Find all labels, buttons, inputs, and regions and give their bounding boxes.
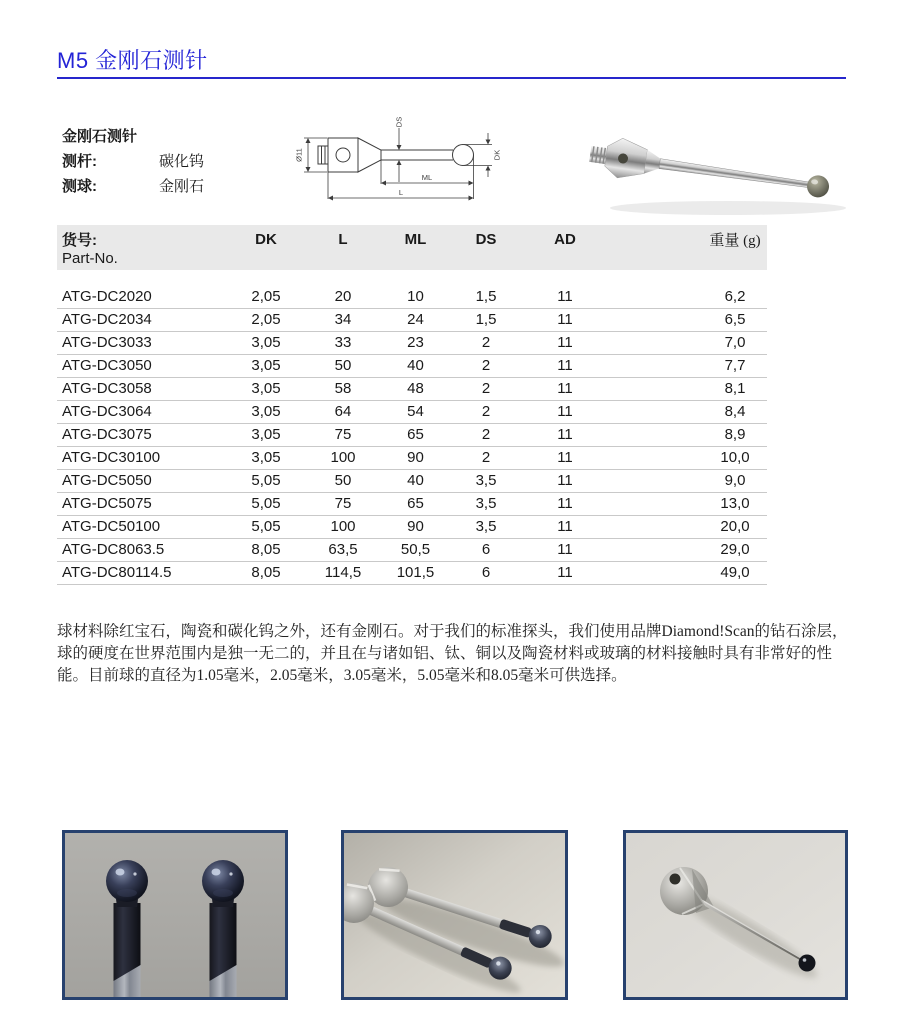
value-cell: 2 — [450, 424, 522, 447]
spec-label-shaft: 测杆: — [62, 153, 97, 170]
col-header-weight: 重量 (g) — [608, 225, 767, 250]
parts-table — [57, 225, 767, 585]
value-cell: 5,05 — [227, 470, 305, 493]
value-cell: 90 — [381, 516, 450, 539]
value-cell: 2 — [450, 401, 522, 424]
table-row — [57, 516, 767, 539]
value-cell: 2 — [450, 447, 522, 470]
value-cell: 8,9 — [608, 424, 767, 447]
value-cell: 24 — [381, 309, 450, 332]
value-cell: 20 — [305, 286, 381, 309]
value-cell: 8,4 — [608, 401, 767, 424]
part-number-cell: ATG-DC3058 — [57, 378, 227, 401]
part-number-cell: ATG-DC50100 — [57, 516, 227, 539]
table-row — [57, 401, 767, 424]
col-header-l: L — [305, 225, 381, 250]
value-cell: 75 — [305, 493, 381, 516]
value-cell: 11 — [522, 562, 608, 585]
table-row — [57, 493, 767, 516]
value-cell: 11 — [522, 539, 608, 562]
table-row — [57, 332, 767, 355]
value-cell: 9,0 — [608, 470, 767, 493]
value-cell: 63,5 — [305, 539, 381, 562]
value-cell: 13,0 — [608, 493, 767, 516]
value-cell: 3,05 — [227, 355, 305, 378]
value-cell: 1,5 — [450, 309, 522, 332]
product-heading: 金刚石测针 — [62, 128, 138, 145]
value-cell: 3,5 — [450, 493, 522, 516]
table-row — [57, 470, 767, 493]
value-cell: 3,5 — [450, 470, 522, 493]
value-cell: 8,05 — [227, 539, 305, 562]
value-cell: 65 — [381, 493, 450, 516]
table-spacer-row — [57, 270, 767, 286]
value-cell: 75 — [305, 424, 381, 447]
table-row — [57, 378, 767, 401]
value-cell: 48 — [381, 378, 450, 401]
value-cell: 40 — [381, 355, 450, 378]
part-number-cell: ATG-DC80114.5 — [57, 562, 227, 585]
value-cell: 20,0 — [608, 516, 767, 539]
col-header-part-zh: 货号: — [57, 225, 227, 250]
value-cell: 100 — [305, 516, 381, 539]
value-cell: 7,7 — [608, 355, 767, 378]
value-cell: 64 — [305, 401, 381, 424]
value-cell: 49,0 — [608, 562, 767, 585]
parts-table-body — [57, 270, 767, 585]
col-header-ds: DS — [450, 225, 522, 250]
value-cell: 114,5 — [305, 562, 381, 585]
table-row — [57, 562, 767, 585]
parts-table-header — [57, 225, 767, 270]
value-cell: 101,5 — [381, 562, 450, 585]
value-cell: 11 — [522, 378, 608, 401]
value-cell: 6 — [450, 562, 522, 585]
stylus-render-image — [570, 112, 862, 222]
col-header-part-en: Part-No. — [57, 250, 767, 270]
value-cell: 3,05 — [227, 424, 305, 447]
spec-label-ball: 测球: — [62, 178, 97, 195]
value-cell: 10 — [381, 286, 450, 309]
value-cell: 6,5 — [608, 309, 767, 332]
value-cell: 6 — [450, 539, 522, 562]
value-cell: 3,5 — [450, 516, 522, 539]
value-cell: 11 — [522, 424, 608, 447]
table-row — [57, 355, 767, 378]
stylus-dimension-drawing-icon — [291, 111, 505, 215]
description-paragraph: 球材料除红宝石，陶瓷和碳化钨之外，还有金刚石。对于我们的标准探头，我们使用品牌Diamond!Scan的钻石涂层，球的硬度在世界范围内是独一无二的，并且在与诸如铝、钛、铜以及陶瓷材料或玻璃的材料接触时具有非常好的性能。目前球的直径为1.05毫米，2.05毫米，3.05毫米，5.05毫米和8.05毫米可供选择。 — [57, 623, 848, 684]
value-cell: 6,2 — [608, 286, 767, 309]
value-cell: 5,05 — [227, 516, 305, 539]
value-cell: 23 — [381, 332, 450, 355]
value-cell: 11 — [522, 516, 608, 539]
table-row — [57, 424, 767, 447]
part-number-cell: ATG-DC3075 — [57, 424, 227, 447]
value-cell: 10,0 — [608, 447, 767, 470]
value-cell: 2 — [450, 355, 522, 378]
two-styli-photo-image — [344, 833, 565, 997]
value-cell: 8,1 — [608, 378, 767, 401]
value-cell: 50,5 — [381, 539, 450, 562]
value-cell: 2 — [450, 332, 522, 355]
value-cell: 34 — [305, 309, 381, 332]
value-cell: 11 — [522, 332, 608, 355]
stylus-tips-photo-image — [65, 833, 285, 997]
spec-value-ball: 金刚石 — [159, 179, 205, 195]
value-cell: 100 — [305, 447, 381, 470]
spec-row-ball — [62, 175, 204, 196]
technical-diagram — [291, 111, 505, 215]
dim-label-ml: ML — [421, 173, 433, 182]
value-cell: 58 — [305, 378, 381, 401]
table-row — [57, 286, 767, 309]
table-row — [57, 309, 767, 332]
part-number-cell: ATG-DC2020 — [57, 286, 227, 309]
part-number-cell: ATG-DC5075 — [57, 493, 227, 516]
value-cell: 50 — [305, 470, 381, 493]
value-cell: 33 — [305, 332, 381, 355]
value-cell: 2,05 — [227, 286, 305, 309]
value-cell: 2,05 — [227, 309, 305, 332]
photo-two-styli — [341, 830, 568, 1000]
dim-label-dk: DK — [492, 149, 502, 161]
value-cell: 1,5 — [450, 286, 522, 309]
part-number-cell: ATG-DC3064 — [57, 401, 227, 424]
part-number-cell: ATG-DC5050 — [57, 470, 227, 493]
spec-row-shaft — [62, 150, 204, 171]
spec-value-shaft: 碳化钨 — [159, 154, 205, 170]
photo-single-stylus — [623, 830, 848, 1000]
value-cell: 2 — [450, 378, 522, 401]
value-cell: 5,05 — [227, 493, 305, 516]
value-cell: 11 — [522, 493, 608, 516]
part-number-cell: ATG-DC30100 — [57, 447, 227, 470]
value-cell: 3,05 — [227, 401, 305, 424]
col-header-dk: DK — [227, 225, 305, 250]
value-cell: 11 — [522, 401, 608, 424]
value-cell: 29,0 — [608, 539, 767, 562]
col-header-ad: AD — [522, 225, 608, 250]
value-cell: 40 — [381, 470, 450, 493]
value-cell: 3,05 — [227, 332, 305, 355]
value-cell: 3,05 — [227, 378, 305, 401]
dim-label-l: L — [398, 188, 404, 197]
value-cell: 11 — [522, 355, 608, 378]
col-header-ml: ML — [381, 225, 450, 250]
photo-stylus-tips-closeup — [62, 830, 288, 1000]
value-cell: 3,05 — [227, 447, 305, 470]
title-underline — [57, 77, 846, 79]
part-number-cell: ATG-DC3050 — [57, 355, 227, 378]
product-render — [570, 112, 862, 222]
single-stylus-photo-image — [626, 833, 845, 997]
value-cell: 8,05 — [227, 562, 305, 585]
part-number-cell: ATG-DC8063.5 — [57, 539, 227, 562]
value-cell: 11 — [522, 309, 608, 332]
part-number-cell: ATG-DC2034 — [57, 309, 227, 332]
value-cell: 7,0 — [608, 332, 767, 355]
dim-label-shank-diameter: Ø11 — [294, 148, 304, 162]
dim-label-ds: DS — [394, 116, 404, 128]
page-title: M5 金刚石测针 — [57, 48, 208, 73]
value-cell: 11 — [522, 286, 608, 309]
part-number-cell: ATG-DC3033 — [57, 332, 227, 355]
table-row — [57, 447, 767, 470]
value-cell: 11 — [522, 470, 608, 493]
value-cell: 50 — [305, 355, 381, 378]
value-cell: 90 — [381, 447, 450, 470]
table-row — [57, 539, 767, 562]
value-cell: 54 — [381, 401, 450, 424]
value-cell: 65 — [381, 424, 450, 447]
value-cell: 11 — [522, 447, 608, 470]
